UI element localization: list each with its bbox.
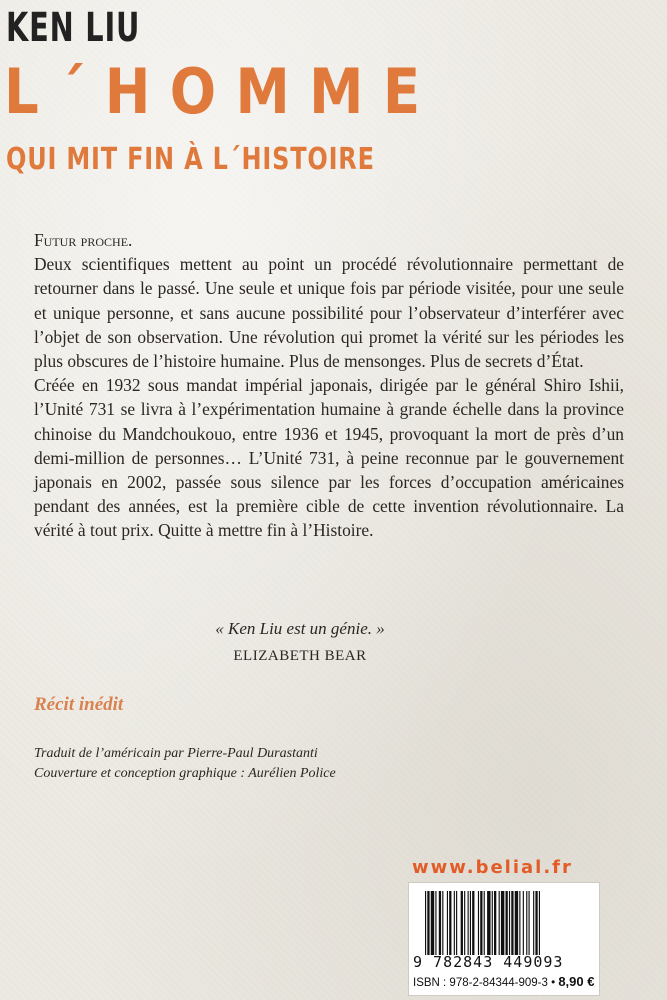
barcode-digits: 9 782843 449093 [413,953,564,971]
blurb [34,228,624,543]
quote-author: ELIZABETH BEAR [233,648,367,664]
price: 8,90 € [558,974,595,989]
barcode-box [408,882,600,996]
blurb-paragraph-1: Deux scientifiques mettent au point un procédé révolutionnaire permettant de retourner dans le passé. Une seule et unique fois par période visitée, pour une seule et unique personne, et sans aucune possibilité pour l’observateur d’interférer avec l’objet de son observation. Une révolution qui promet la vérité sur les périodes les plus obscures de l’histoire humaine. Plus de mensonges. Plus de secrets d’État. [34,254,624,372]
publisher-website[interactable]: www.belial.fr [412,857,573,878]
credits [34,744,336,784]
blurb-paragraph-2: Créée en 1932 sous mandat impérial japonais, dirigée par le général Shiro Ishii, l’Unité 731 se livra à l’expérimentation humaine à grande échelle dans la province chinoise du Mandchoukouo, entre 1936 et 1945, provoquant la mort de près d’un demi-million de personnes… L’Unité 731, à peine reconnue par le gouvernement japonais en 2002, passée sous silence par les forces d’occupation américaines pendant des années, est la première cible de cette invention révolutionnaire. La vérité à tout prix. Quitte à mettre fin à l’Histoire. [34,375,624,541]
review-quote: « Ken Liu est un génie. » [215,619,385,638]
author-name: KEN LIU [6,5,141,51]
recit-label: Récit inédit [34,694,124,715]
isbn-number: ISBN : 978-2-84344-909-3 • [413,977,556,989]
barcode-icon [425,891,587,955]
blurb-intro: Futur proche. [34,230,133,250]
book-subtitle: QUI MIT FIN À L´HISTOIRE [6,142,375,177]
book-title: L´HOMME [4,55,440,128]
cover-credit: Couverture et conception graphique : Aurélien Police [34,766,336,781]
translation-credit: Traduit de l’américain par Pierre-Paul Durastanti [34,746,318,761]
isbn-line [413,974,597,989]
